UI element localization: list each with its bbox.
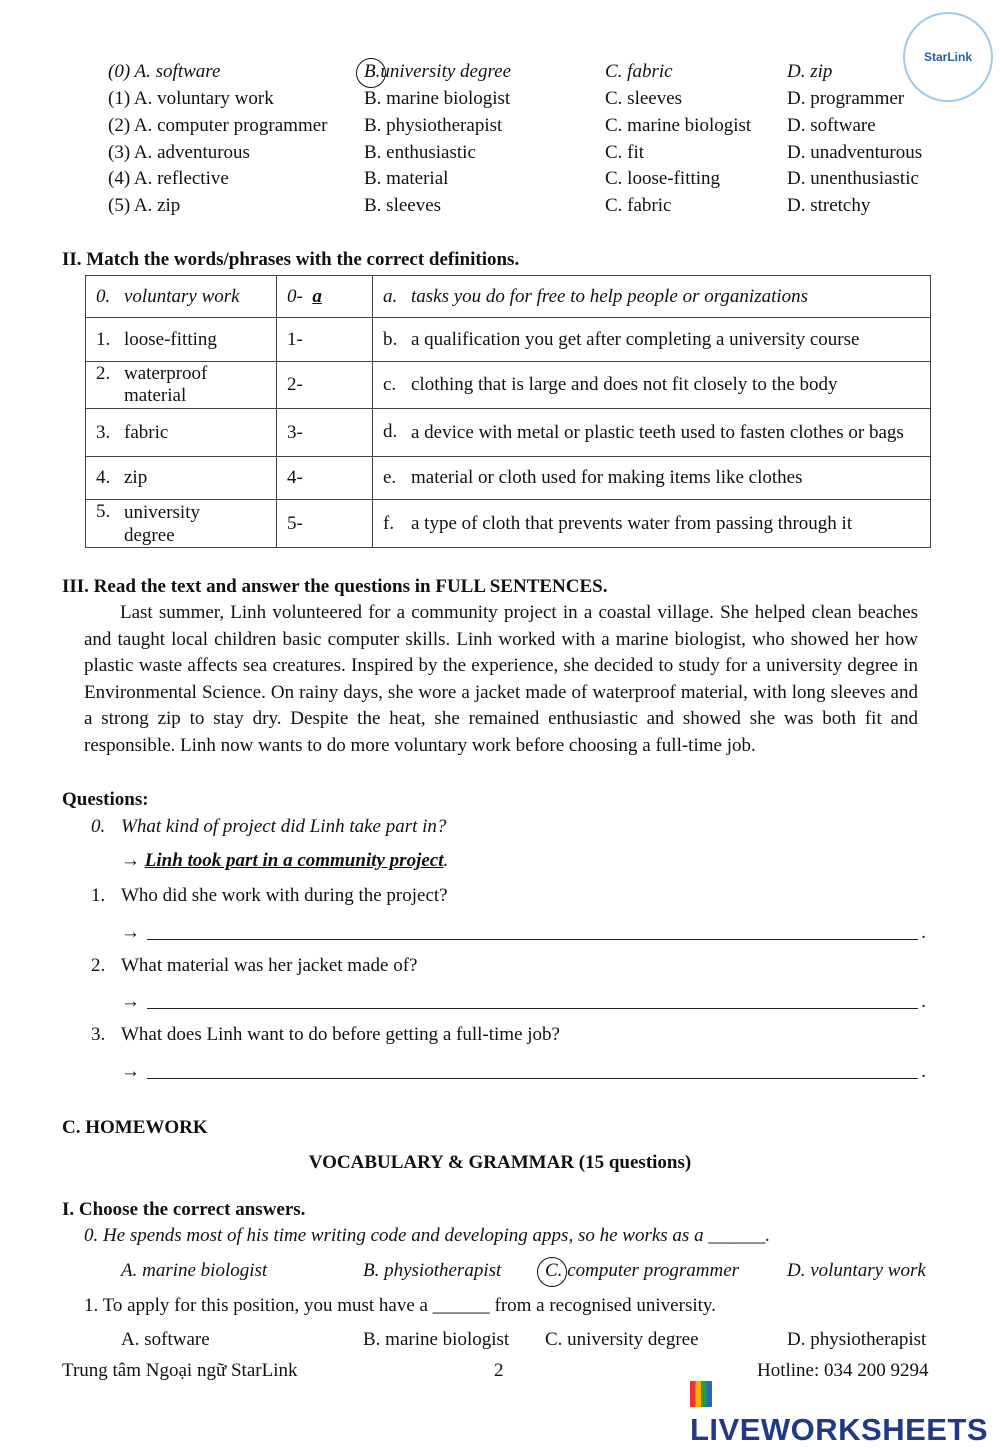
match-row-3: 3. fabric 3- d. a device with metal or plastic teeth used to fasten clothes or bags: [86, 409, 931, 457]
answer-slot: 5-: [287, 512, 303, 534]
match-row-2: 2. waterproof material 2- c. clothing that is large and does not fit closely to the body: [86, 362, 931, 409]
option[interactable]: A. software: [121, 1329, 210, 1350]
page-number: 2: [494, 1360, 504, 1381]
questions-label: Questions:: [62, 789, 149, 810]
answer-line-1[interactable]: → .: [121, 922, 926, 943]
option-row-5: (5) A. zip B. sleeves C. fabric D. stretchy: [108, 195, 871, 216]
reading-passage: Last summer, Linh volunteered for a community project in a coastal village. She helped clean beaches and taught local children basic computer skills. Linh worked with a marine biologist, who showed her how plastic waste affects sea creatures. Inspired by the experience, she decided to study for a university degree in Environmental Science. On rainy days, she wore a jacket made of waterproof material, with long sleeves and a strong zip to stay dry. Despite the heat, she remained enthusiastic and showed she was both fit and responsible. Linh now wants to do more voluntary work before choosing a full-time job.: [84, 602, 918, 756]
liveworksheets-logo: LIVEWORKSHEETS: [690, 1376, 1000, 1448]
option-row-1: (1) A. voluntary work B. marine biologist C. sleeves D. programmer: [108, 88, 905, 109]
match-row-1: 1. loose-fitting 1- b. a qualification you get after completing a university course: [86, 318, 931, 362]
homework-q1-options: [0, 1329, 1000, 1356]
question-2: 2. What material was her jacket made of?: [91, 955, 418, 976]
answer-line-2[interactable]: → .: [121, 991, 926, 1012]
answer-slot: 2-: [287, 374, 303, 395]
answer-slot: 1-: [287, 328, 303, 350]
circled-answer: B.: [364, 61, 381, 82]
option[interactable]: B. marine biologist: [363, 1329, 510, 1350]
liveworksheets-icon: [690, 1381, 712, 1407]
answer-slot: 4-: [287, 467, 303, 488]
reading-heading: III. Read the text and answer the questions in FULL SENTENCES.: [62, 576, 608, 597]
match-table: [85, 275, 931, 548]
option[interactable]: D. physiotherapist: [787, 1329, 927, 1350]
homework-question-1: 1. To apply for this position, you must have a ______ from a recognised university.: [84, 1295, 716, 1316]
question-0-answer: → Linh took part in a community project.: [121, 850, 449, 871]
footer-center-name: Trung tâm Ngoại ngữ StarLink: [62, 1360, 298, 1381]
match-row-5: 5. university degree 5- f. a type of cloth that prevents water from passing through it: [86, 500, 931, 548]
option-row-2: (2) A. computer programmer B. physiotherapist C. marine biologist D. software: [108, 115, 876, 136]
answer-slot: 3-: [287, 421, 303, 443]
homework-question-0: 0. He spends most of his time writing code and developing apps, so he works as a ______.: [84, 1225, 771, 1246]
option-row-0: (0) A. software B.university degree C. fabric D. zip: [108, 61, 833, 82]
answer-line-3[interactable]: → .: [121, 1061, 926, 1082]
option-row-3: (3) A. adventurous B. enthusiastic C. fit D. unadventurous: [108, 142, 923, 163]
option[interactable]: C. university degree: [545, 1329, 699, 1350]
homework-part1-heading: I. Choose the correct answers.: [62, 1199, 306, 1220]
starlink-logo: StarLink: [903, 12, 993, 102]
match-heading: II. Match the words/phrases with the correct definitions.: [62, 249, 520, 270]
homework-subheading: VOCABULARY & GRAMMAR (15 questions): [308, 1152, 692, 1173]
homework-q0-options: A. marine biologist B. physiotherapist C. computer programmer D. voluntary work: [121, 1260, 926, 1281]
footer-hotline: Hotline: 034 200 9294: [757, 1360, 929, 1381]
circled-answer: C.: [545, 1260, 563, 1281]
homework-heading: C. HOMEWORK: [62, 1117, 208, 1138]
match-row-0: 0. voluntary work 0- a a. tasks you do for free to help people or organizations: [86, 276, 931, 318]
option-row-4: (4) A. reflective B. material C. loose-fitting D. unenthusiastic: [108, 168, 919, 189]
match-row-4: 4. zip 4- e. material or cloth used for making items like clothes: [86, 457, 931, 500]
answer-value: a: [312, 285, 322, 307]
question-0: 0. What kind of project did Linh take part in?: [91, 816, 447, 837]
question-3: 3. What does Linh want to do before getting a full-time job?: [91, 1024, 560, 1045]
question-1: 1. Who did she work with during the project?: [91, 885, 448, 906]
